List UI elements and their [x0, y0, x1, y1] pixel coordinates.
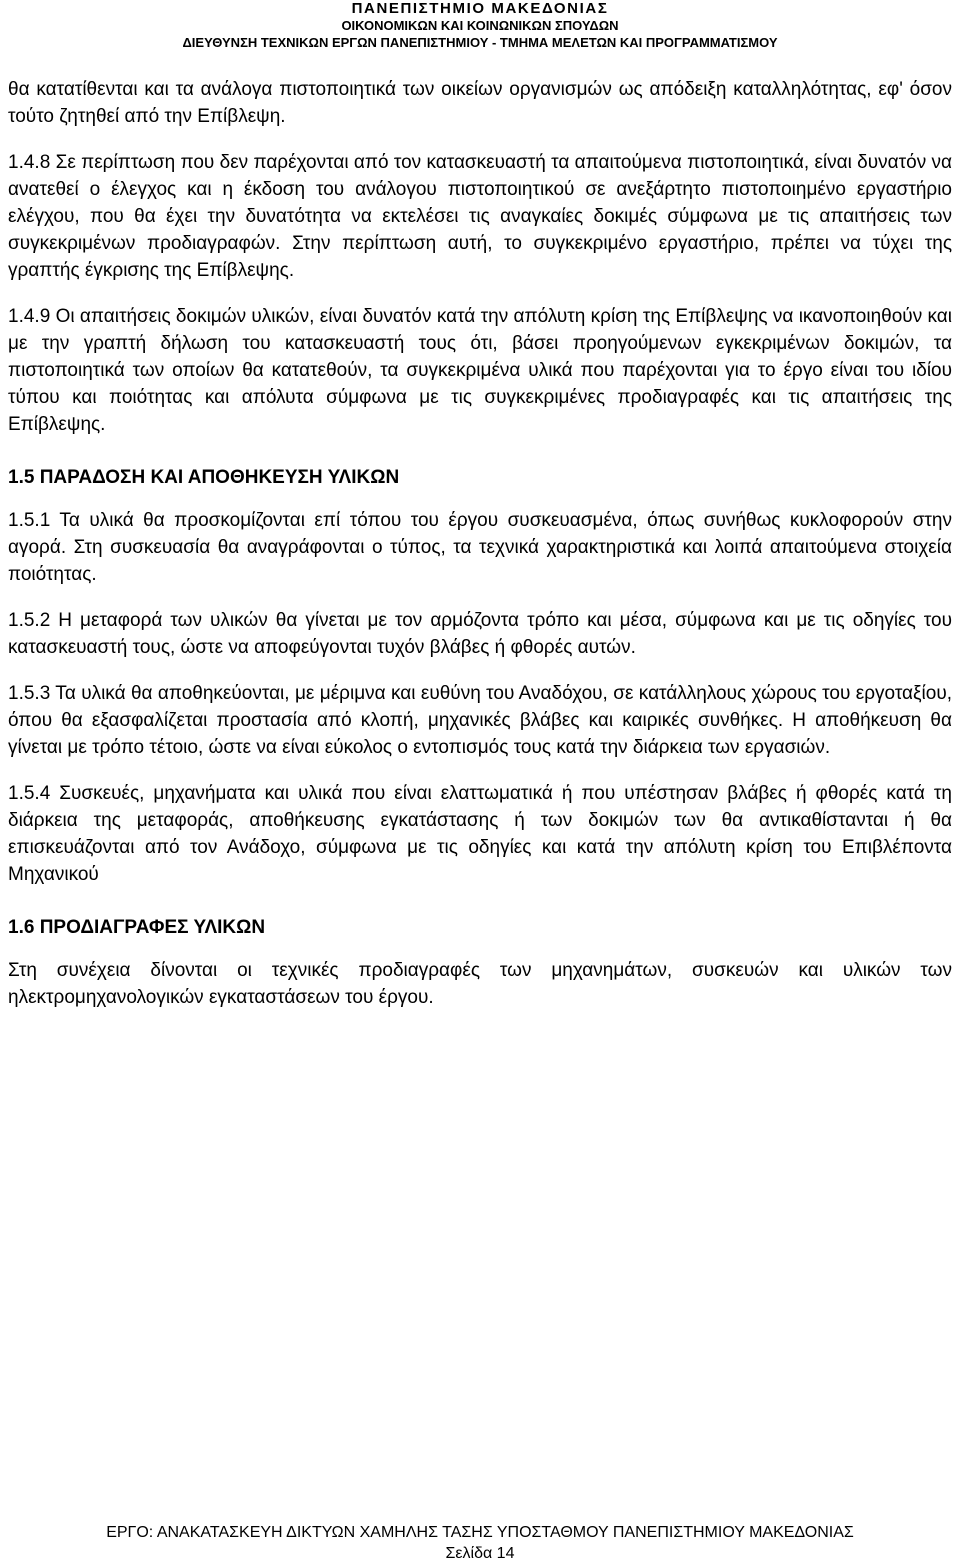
- paragraph-1-6: Στη συνέχεια δίνονται οι τεχνικές προδιαγραφές των μηχανημάτων, συσκευών και υλικών των ηλεκτρομηχανολογικών εγκαταστάσεων του έργου.: [8, 960, 952, 1008]
- paragraph-1-5-4: 1.5.4 Συσκευές, μηχανήματα και υλικά που είναι ελαττωματικά ή που υπέστησαν βλάβες ή φθορές κατά τη διάρκεια της μεταφοράς, αποθήκευσης εγκατάστασης ή των δοκιμών των θα αντικαθίστανται ή θα επισκευάζονται από τον Ανάδοχο, σύμφωνα με τις οδηγίες και κατά την απόλυτη κρίση του Επιβλέποντα Μηχανικού: [8, 783, 952, 885]
- paragraph-1-5-2: 1.5.2 Η μεταφορά των υλικών θα γίνεται με τον αρμόζοντα τρόπο και μέσα, σύμφωνα και με τις οδηγίες του κατασκευαστή τους, ώστε να αποφεύγονται τυχόν βλάβες ή φθορές αυτών.: [8, 610, 952, 658]
- school-name: ΟΙΚΟΝΟΜΙΚΩΝ ΚΑΙ ΚΟΙΝΩΝΙΚΩΝ ΣΠΟΥΔΩΝ: [341, 18, 619, 33]
- document-body: [8, 76, 952, 1011]
- university-name: ΠΑΝΕΠΙΣΤΗΜΙΟ ΜΑΚΕΔΟΝΙΑΣ: [351, 0, 609, 17]
- paragraph-1-5-1: 1.5.1 Τα υλικά θα προσκομίζονται επί τόπου του έργου συσκευασμένα, όπως συνήθως κυκλοφορούν στην αγορά. Στη συσκευασία θα αναγράφονται ο τύπος, τα τεχνικά χαρακτηριστικά και λοιπά απαιτούμενα στοιχεία ποιότητας.: [8, 510, 952, 585]
- footer-project-title: ΕΡΓΟ: ΑΝΑΚΑΤΑΣΚΕΥΗ ΔΙΚΤΥΩΝ ΧΑΜΗΛΗΣ ΤΑΣΗΣ ΥΠΟΣΤΑΘΜΟΥ ΠΑΝΕΠΙΣΤΗΜΙΟΥ ΜΑΚΕΔΟΝΙΑΣ: [106, 1524, 854, 1541]
- footer-page-number: Σελίδα 14: [445, 1545, 515, 1562]
- paragraph-1-5-3: 1.5.3 Τα υλικά θα αποθηκεύονται, με μέριμνα και ευθύνη του Αναδόχου, σε κατάλληλους χώρους του εργοταξίου, όπου θα εξασφαλίζεται προστασία από κλοπή, μηχανικές βλάβες και καιρικές συνθήκες. Η αποθήκευση θα γίνεται με τρόπο τέτοιο, ώστε να είναι εύκολος ο εντοπισμός τους κατά την διάρκεια των εργασιών.: [8, 683, 952, 758]
- paragraph-intro: θα κατατίθενται και τα ανάλογα πιστοποιητικά των οικείων οργανισμών ως απόδειξη καταλληλότητας, εφ' όσον τούτο ζητηθεί από την Επίβλεψη.: [8, 79, 952, 127]
- paragraph-1-4-8: 1.4.8 Σε περίπτωση που δεν παρέχονται από τον κατασκευαστή τα απαιτούμενα πιστοποιητικά, είναι δυνατόν να ανατεθεί ο έλεγχος και η έκδοση του ανάλογου πιστοποιητικού σε ανεξάρτητο πιστοποιημένο εργαστήριο ελέγχου, που θα έχει την δυνατότητα να εκτελέσει τις αναγκαίες δοκιμές σύμφωνα με τις απαιτήσεις των συγκεκριμένων προδιαγραφών. Στην περίπτωση αυτή, το συγκεκριμένο εργαστήριο, πρέπει να τύχει της γραπτής έγκρισης της Επίβλεψης.: [8, 152, 952, 281]
- paragraph-1-4-9: 1.4.9 Οι απαιτήσεις δοκιμών υλικών, είναι δυνατόν κατά την απόλυτη κρίση της Επίβλεψης να ικανοποιηθούν και με την γραπτή δήλωση του κατασκευαστή τους ότι, βάσει προηγούμενων εγκεκριμένων δοκιμών, τα πιστοποιητικά των οποίων θα κατατεθούν, τα συγκεκριμένα υλικά που παρέχονται για το έργο είναι του ιδίου τύπου και ποιότητας και απόλυτα σύμφωνα με τις συγκεκριμένες προδιαγραφές και τις απαιτήσεις της Επίβλεψης.: [8, 306, 952, 435]
- department-name: ΔΙΕΥΘΥΝΣΗ ΤΕΧΝΙΚΩΝ ΕΡΓΩΝ ΠΑΝΕΠΙΣΤΗΜΙΟΥ - ΤΜΗΜΑ ΜΕΛΕΤΩΝ ΚΑΙ ΠΡΟΓΡΑΜΜΑΤΙΣΜΟΥ: [182, 35, 778, 50]
- section-heading-1-5: 1.5 ΠΑΡΑΔΟΣΗ ΚΑΙ ΑΠΟΘΗΚΕΥΣΗ ΥΛΙΚΩΝ: [8, 467, 400, 488]
- page-header: [0, 0, 960, 51]
- section-heading-1-6: 1.6 ΠΡΟΔΙΑΓΡΑΦΕΣ ΥΛΙΚΩΝ: [8, 917, 266, 938]
